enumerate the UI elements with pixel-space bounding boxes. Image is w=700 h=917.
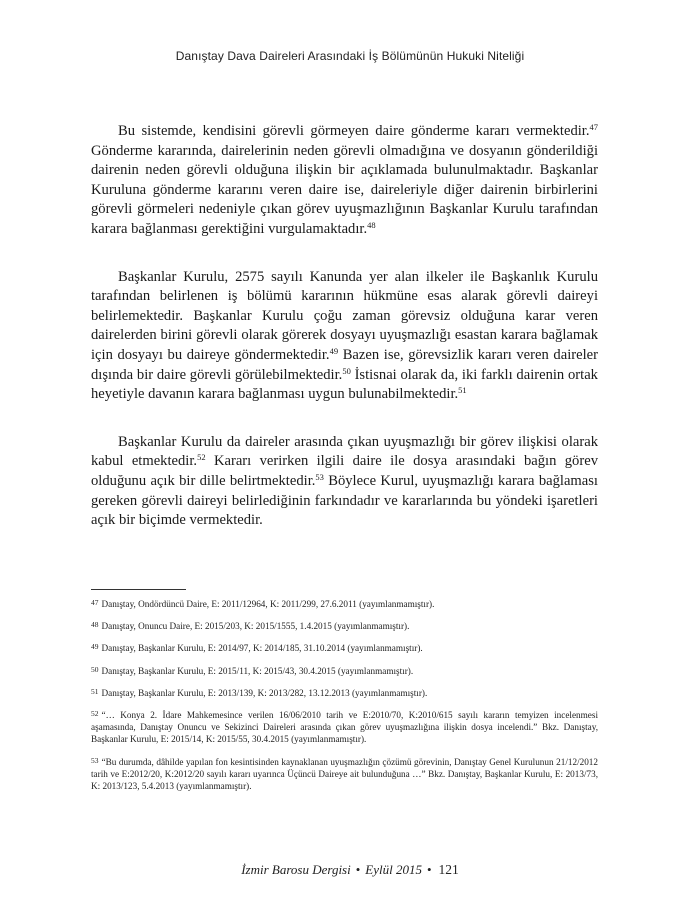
paragraph-2 bbox=[91, 268, 598, 405]
footnote-text: Danıştay, Başkanlar Kurulu, E: 2015/11, K: 2015/43, 30.4.2015 (yayımlanmamıştır). bbox=[101, 665, 414, 676]
bullet-separator-icon: • bbox=[426, 862, 432, 877]
footnote-number: 47 bbox=[91, 598, 99, 607]
footnote-number: 48 bbox=[91, 620, 99, 630]
body-text bbox=[91, 122, 598, 531]
footnote-divider bbox=[91, 589, 186, 590]
footnote-53 bbox=[91, 755, 598, 793]
footnote-ref-52[interactable]: 52 bbox=[197, 452, 206, 463]
footnote-number: 52 bbox=[91, 709, 99, 719]
footnote-47 bbox=[91, 597, 598, 610]
footnote-number: 51 bbox=[91, 686, 99, 696]
paragraph-text: İstisnai olarak da, iki farklı dairenin ortak heyetiyle davanın karara bağlanması uygun bulunabilmektedir. bbox=[91, 366, 598, 403]
paragraph-text: Kararı verirken ilgili daire ile dosya arasındaki bağın görev olduğunu açık bir dille belirtmektedir. bbox=[91, 453, 598, 489]
journal-title: İzmir Barosu Dergisi bbox=[241, 862, 351, 877]
paragraph-text: Başkanlar Kurulu da daireler arasında çıkan uyuşmazlığı bir görev ilişkisi olarak kabul etmektedir. bbox=[91, 433, 598, 470]
paragraph-text: Bazen ise, görevsizlik kararı veren daireler dışında bir daire görevli görülebilmektedir. bbox=[91, 346, 598, 383]
footnote-ref-49[interactable]: 49 bbox=[329, 345, 339, 356]
page-number: 121 bbox=[438, 862, 459, 877]
footnote-ref-51[interactable]: 51 bbox=[458, 385, 467, 396]
footnote-number: 53 bbox=[91, 755, 99, 765]
footnote-50 bbox=[91, 664, 598, 677]
footnote-ref-48[interactable]: 48 bbox=[367, 219, 376, 230]
paragraph-text: Böylece Kurul, uyuşmazlığı karara bağlaması gereken görevli daireyi belirlediğinin farkındadır ve kararlarında bu yöndeki işaretleri açık bir biçimde vermektedir. bbox=[91, 472, 598, 529]
bullet-separator-icon: • bbox=[355, 862, 361, 877]
footnote-51 bbox=[91, 686, 598, 699]
footnote-ref-47[interactable]: 47 bbox=[589, 122, 598, 132]
running-head: Danıştay Dava Daireleri Arasındaki İş Bölümünün Hukuki Niteliği bbox=[175, 49, 525, 63]
journal-issue: Eylül 2015 bbox=[365, 862, 422, 877]
footnote-ref-53[interactable]: 53 bbox=[315, 471, 324, 482]
footnote-text: Danıştay, Başkanlar Kurulu, E: 2014/97, K: 2014/185, 31.10.2014 (yayımlanmamıştır). bbox=[101, 643, 423, 654]
page-footer bbox=[0, 862, 700, 878]
paragraph-text: Başkanlar Kurulu, 2575 sayılı Kanunda yer alan ilkeler ile Başkanlık Kurulu tarafından belirlenen iş bölümü kararının hükmüne esas alarak görevli daireyi belirlemektedir. Başkanlar Kurulu çoğu zaman görevsiz olduğuna karar veren dairelerden birini görevli olarak görerek dosyayı uyuşmazlığı esastan karara bağlamak için dosyayı bu daireye göndermektedir. bbox=[91, 268, 598, 363]
footnote-number: 49 bbox=[91, 642, 99, 652]
footnote-ref-50[interactable]: 50 bbox=[342, 365, 351, 376]
footnote-text: Danıştay, Başkanlar Kurulu, E: 2013/139, K: 2013/282, 13.12.2013 (yayımlanmamıştır). bbox=[101, 687, 428, 698]
paragraph-3 bbox=[91, 433, 598, 531]
footnote-48 bbox=[91, 619, 598, 632]
footnote-number: 50 bbox=[91, 664, 99, 674]
paragraph-text: Bu sistemde, kendisini görevli görmeyen daire gönderme kararı vermektedir. bbox=[118, 123, 590, 139]
footnote-text: Danıştay, Ondördüncü Daire, E: 2011/12964, K: 2011/299, 27.6.2011 (yayımlanmamıştır). bbox=[101, 599, 435, 609]
paragraph-1 bbox=[91, 122, 598, 240]
footnotes bbox=[91, 597, 598, 801]
footnote-52 bbox=[91, 708, 598, 746]
footnote-text: Danıştay, Onuncu Daire, E: 2015/203, K: 2015/1555, 1.4.2015 (yayımlanmamıştır). bbox=[101, 621, 410, 632]
footnote-text: “Bu durumda, dâhilde yapılan fon kesintisinden kaynaklanan uyuşmazlığın çözümü görevinin, Danıştay Genel Kurulunun 21/12/2012 tarih ve E:2012/20, K:2012/20 sayılı kararı uyarınca Üçüncü Daireye ait bulunduğuna …” Bkz. Danıştay, Başkanlar Kurulu, E: 2013/73, K: 2013/123, 5.4.2013 (yayımlanmamıştır). bbox=[91, 756, 598, 792]
paragraph-text: Gönderme kararında, dairelerinin neden görevli olmadığına ve dosyanın gönderildiği dairenin neden görevli olduğuna ilişkin bir açıklamada bulunulmaktadır. Başkanlar Kuruluna gönderme kararını veren daire ise, daireleriyle diğer dairenin birbirlerini görevli görmeleri nedeniyle çıkan görev uyuşmazlığının Başkanlar Kurulu tarafından karara bağlanması gerektiğini vurgulamaktadır. bbox=[91, 142, 598, 237]
footnote-text: “… Konya 2. İdare Mahkemesince verilen 16/06/2010 tarih ve E:2010/70, K:2010/615 sayılı kararın temyizen incelenmesi aşamasında, Danıştay Onuncu ve Sekizinci Daireleri arasında çıkan görev uyuşmazlığına ilişkin dosya incelendi.” Bkz. Danıştay, Başkanlar Kurulu, E: 2015/14, K: 2015/55, 30.4.2015 (yayımlanmamıştır). bbox=[91, 710, 598, 745]
footnote-49 bbox=[91, 641, 598, 654]
